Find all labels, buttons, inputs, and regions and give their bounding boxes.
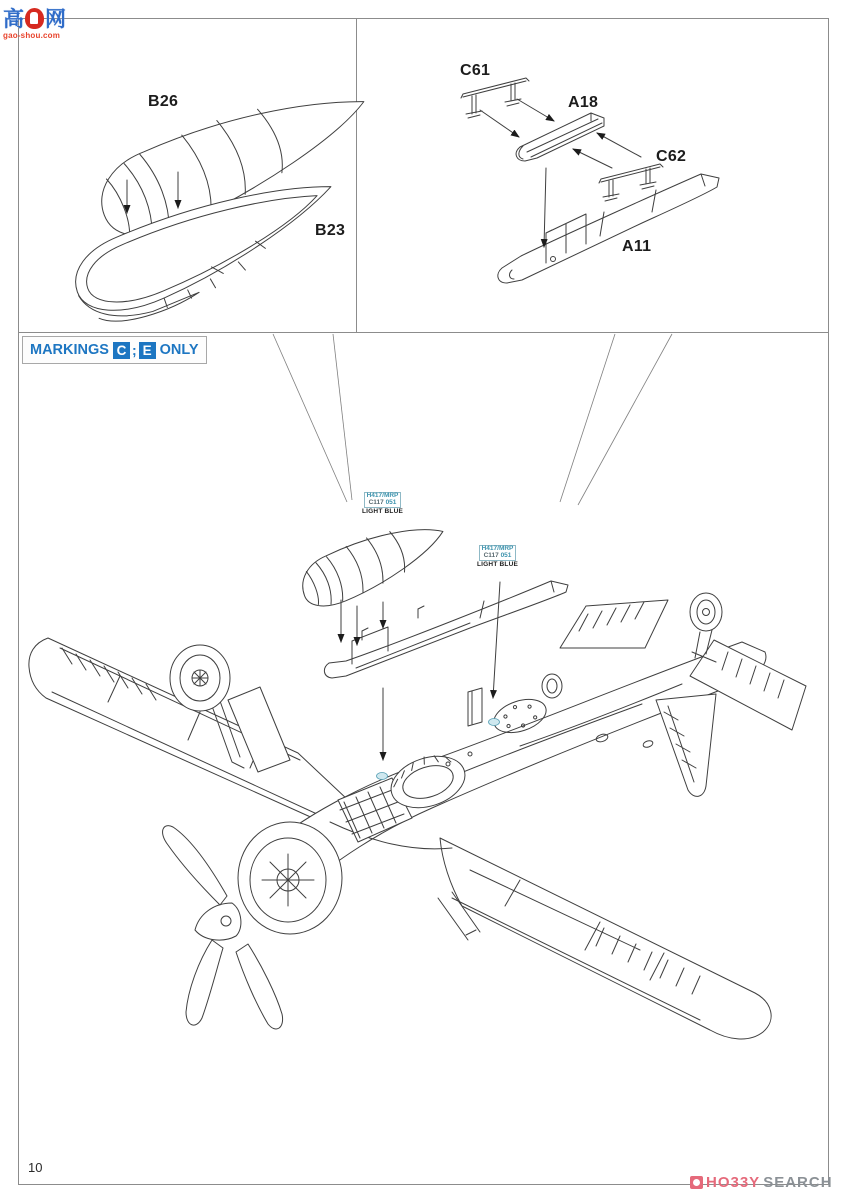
page-number: 10 <box>28 1160 43 1175</box>
paint-code-line2 <box>482 553 514 560</box>
paint-code-051: 051 <box>500 552 512 559</box>
hobbysearch-word: SEARCH <box>763 1174 833 1191</box>
light-blue-spot-front <box>377 773 388 780</box>
paint-code-line2 <box>367 500 399 507</box>
assembly-arrows-main <box>341 582 500 760</box>
watermark-domain: gao-shou.com <box>3 31 61 40</box>
part-label-b23: B23 <box>315 222 346 239</box>
paint-code-c117: C117 <box>368 499 384 506</box>
watermark-char1: 高 <box>3 8 24 31</box>
hobby-search-logo-icon <box>690 1176 703 1189</box>
markings-note <box>22 336 207 364</box>
paint-color-name: LIGHT BLUE <box>362 507 403 515</box>
hobbysearch-brand: HO33Y <box>706 1174 761 1191</box>
markings-separator: ; <box>131 342 137 358</box>
thumb-up-seal-icon <box>25 8 44 29</box>
pylon-a11-drawing <box>498 174 719 283</box>
markings-word: MARKINGS <box>30 342 109 358</box>
part-label-c61: C61 <box>460 62 491 79</box>
paint-code-051: 051 <box>385 499 397 506</box>
paint-code-line1: H417/MRP <box>366 492 399 500</box>
paint-code-box <box>479 545 517 561</box>
part-label-a11: A11 <box>622 238 652 255</box>
assembled-rack-drawing <box>324 581 568 678</box>
part-label-b26: B26 <box>148 93 179 110</box>
paint-code-box <box>364 492 402 508</box>
paint-color-name: LIGHT BLUE <box>477 560 518 568</box>
aircraft-line-art <box>29 593 806 1039</box>
hobbysearch-watermark <box>690 1174 833 1191</box>
part-label-c62: C62 <box>656 148 687 165</box>
marking-code-e-badge: E <box>139 342 156 359</box>
watermark-char2: 网 <box>45 8 66 31</box>
paint-callout-fuselage <box>477 545 518 569</box>
paint-code-c117: C117 <box>483 552 499 559</box>
rack-a18-drawing <box>516 113 604 161</box>
locator-funnel-lines <box>273 334 672 505</box>
paint-callout-tank <box>362 492 403 516</box>
gaoshou-watermark <box>3 3 73 40</box>
light-blue-spot-rear <box>489 719 500 726</box>
paint-code-line1: H417/MRP <box>481 545 514 553</box>
marking-code-c-badge: C <box>113 342 130 359</box>
assembled-drop-tank-drawing <box>293 513 454 614</box>
part-label-a18: A18 <box>568 94 599 111</box>
sway-brace-c61-drawing <box>461 78 529 118</box>
only-word: ONLY <box>159 342 199 358</box>
